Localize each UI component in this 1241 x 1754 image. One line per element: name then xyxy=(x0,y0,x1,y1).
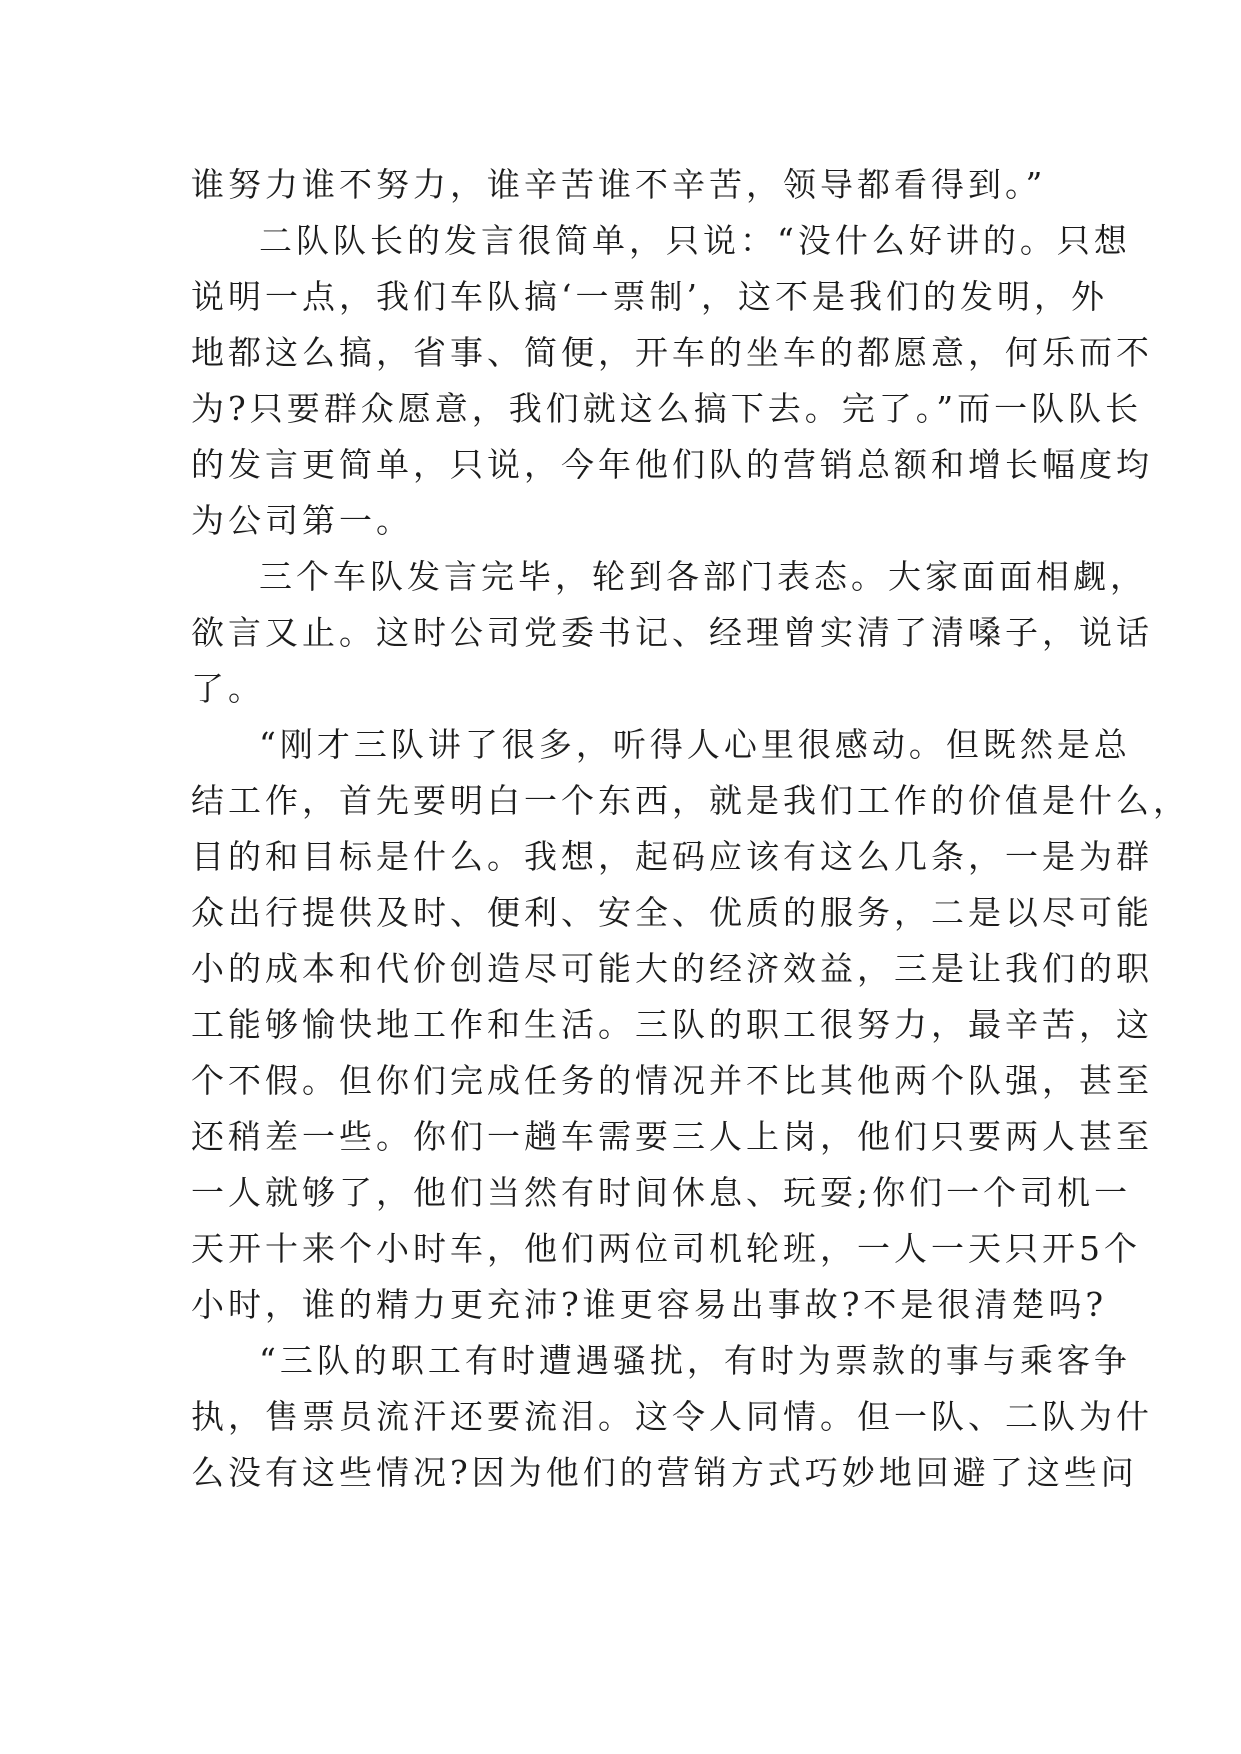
text-line: 执，售票员流汗还要流泪。这令人同情。但一队、二队为什 xyxy=(191,1397,1153,1436)
text-line: 为?只要群众愿意，我们就这么搞下去。完了。”而一队队长 xyxy=(191,389,1143,428)
text-line: 说明一点，我们车队搞‘一票制’，这不是我们的发明，外 xyxy=(191,277,1108,316)
text-line: 为公司第一。 xyxy=(191,501,413,540)
paragraph-first-line: “三队的职工有时遭遇骚扰，有时为票款的事与乘客争 xyxy=(259,1341,1131,1380)
text-line: 小的成本和代价创造尽可能大的经济效益，三是让我们的职 xyxy=(191,949,1153,988)
text-line: 一人就够了，他们当然有时间休息、玩耍;你们一个司机一 xyxy=(191,1173,1132,1212)
text-line: 工能够愉快地工作和生活。三队的职工很努力，最辛苦，这 xyxy=(191,1005,1153,1044)
text-line: 的发言更简单，只说，今年他们队的营销总额和增长幅度均 xyxy=(191,445,1153,484)
text-line: 地都这么搞，省事、简便，开车的坐车的都愿意，何乐而不 xyxy=(191,333,1153,372)
text-line: 目的和目标是什么。我想，起码应该有这么几条，一是为群 xyxy=(191,837,1153,876)
paragraph-first-line: 三个车队发言完毕，轮到各部门表态。大家面面相觑， xyxy=(259,557,1147,596)
text-line: 谁努力谁不努力，谁辛苦谁不辛苦，领导都看得到。” xyxy=(191,165,1047,204)
text-line: 天开十来个小时车，他们两位司机轮班，一人一天只开5个 xyxy=(191,1229,1141,1268)
text-line: 小时，谁的精力更充沛?谁更容易出事故?不是很清楚吗? xyxy=(191,1285,1108,1324)
paragraph-first-line: “刚才三队讲了很多，听得人心里很感动。但既然是总 xyxy=(259,725,1131,764)
paragraph-first-line: 二队队长的发言很简单，只说：“没什么好讲的。只想 xyxy=(259,221,1131,260)
text-line: 欲言又止。这时公司党委书记、经理曾实清了清嗓子，说话 xyxy=(191,613,1153,652)
text-line: 么没有这些情况?因为他们的营销方式巧妙地回避了这些问 xyxy=(191,1453,1138,1492)
text-line: 个不假。但你们完成任务的情况并不比其他两个队强，甚至 xyxy=(191,1061,1153,1100)
body-text xyxy=(191,157,1190,1501)
text-line: 了。 xyxy=(191,669,265,708)
text-line: 结工作，首先要明白一个东西，就是我们工作的价值是什么， xyxy=(191,781,1190,820)
text-line: 众出行提供及时、便利、安全、优质的服务，二是以尽可能 xyxy=(191,893,1153,932)
text-line: 还稍差一些。你们一趟车需要三人上岗，他们只要两人甚至 xyxy=(191,1117,1153,1156)
